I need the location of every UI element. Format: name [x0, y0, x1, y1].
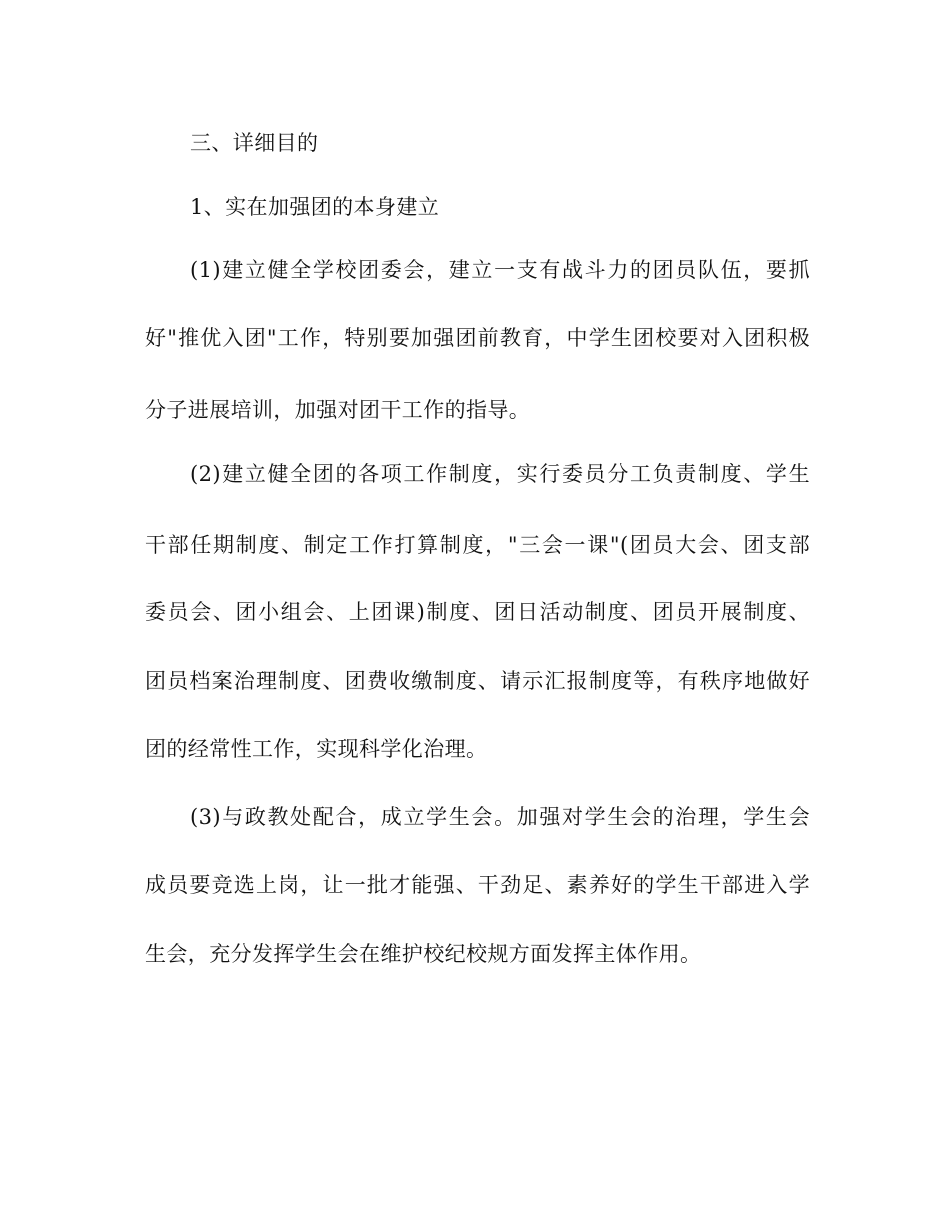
paragraph-line: 好"推优入团"工作，特别要加强团前教育，中学生团校要对入团积极	[145, 326, 810, 350]
subsection-title: 1、实在加强团的本身建立	[190, 195, 440, 219]
paragraph-line: 团员档案治理制度、团费收缴制度、请示汇报制度等，有秩序地做好	[145, 669, 810, 693]
paragraph-line: 委员会、团小组会、上团课)制度、团日活动制度、团员开展制度、	[145, 600, 810, 624]
paragraph-line: 分子进展培训，加强对团干工作的指导。	[145, 398, 531, 422]
section-heading: 三、详细目的	[190, 131, 319, 155]
paragraph-line: (3)与政教处配合，成立学生会。加强对学生会的治理，学生会	[190, 805, 810, 829]
paragraph-line: 生会，充分发挥学生会在维护校纪校规方面发挥主体作用。	[145, 942, 702, 966]
paragraph-line: (2)建立健全团的各项工作制度，实行委员分工负责制度、学生	[190, 462, 810, 486]
paragraph-line: 成员要竞选上岗，让一批才能强、干劲足、素养好的学生干部进入学	[145, 873, 810, 897]
paragraph-line: (1)建立健全学校团委会，建立一支有战斗力的团员队伍，要抓	[190, 258, 810, 282]
paragraph-line: 团的经常性工作，实现科学化治理。	[145, 737, 488, 761]
paragraph-line: 干部任期制度、制定工作打算制度，"三会一课"(团员大会、团支部	[145, 533, 810, 557]
